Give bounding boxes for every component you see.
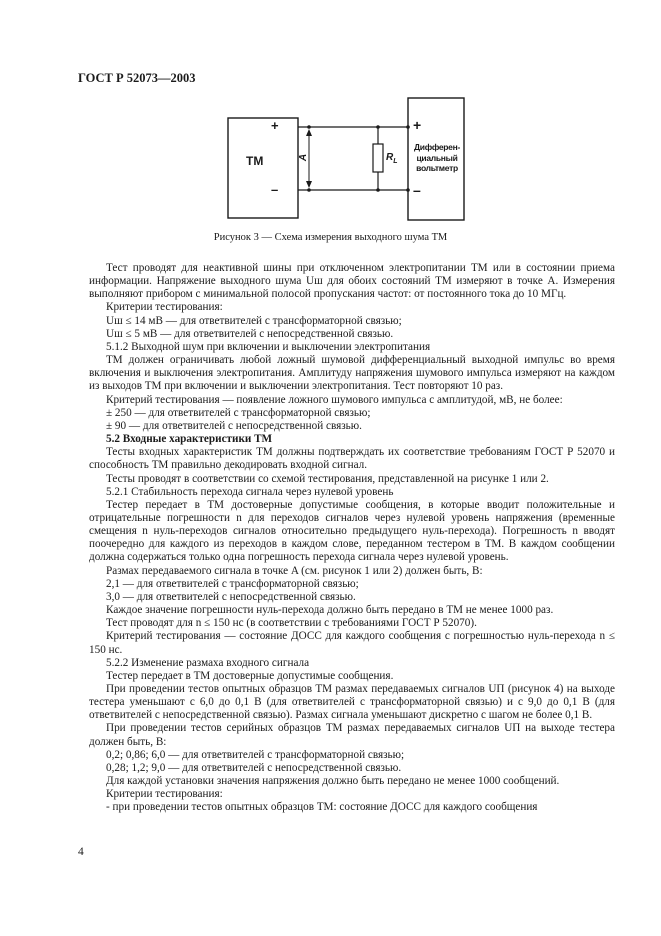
- junction-dot: [406, 125, 410, 129]
- section-heading: 5.2 Входные характеристики ТМ: [106, 433, 273, 446]
- resistor-label: $R_L$: [386, 152, 398, 165]
- paragraph: 5.2.1 Стабильность перехода сигнала через нулевой уровень: [106, 485, 394, 498]
- document-code-header: ГОСТ Р 52073—2003: [78, 71, 196, 85]
- tm-label: ТМ: [246, 154, 264, 168]
- paragraph: ТМ должен ограничивать любой ложный шумовой дифференциальный выходной импульс во время включения и выключения электропитания. Амплитуду напряжения шумового импульса измеряют на каждом из выходов ТМ при включении и выключении электропитания. Тест повторяют 10 раз.: [89, 354, 615, 393]
- figure-noise-circuit: [218, 96, 478, 226]
- paragraph: Тестер передает в ТМ достоверные допустимые сообщения.: [106, 669, 394, 682]
- paragraph: Для каждой установки значения напряжения должно быть передано не менее 1000 сообщений.: [106, 775, 560, 788]
- paragraph: При проведении тестов опытных образцов ТМ размах передаваемых сигналов UП (рисунок 4) на выходе тестера уменьшают с 6,0 до 0,1 В (для ответвителей с трансформаторной связью) и с 9,0 до 0,1 В (для ответвителей с непосредственной связью). Размах сигнала уменьшают дискретно с шагом не более 0,1 В.: [89, 683, 615, 722]
- arrow-head-bottom: [306, 181, 312, 188]
- paragraph: - при проведении тестов опытных образцов ТМ: состояние ДОСС для каждого сообщения: [106, 801, 538, 814]
- junction-dot: [307, 188, 311, 192]
- minus-left-label: –: [271, 182, 279, 197]
- resistor: [373, 144, 383, 172]
- paragraph: Критерии тестирования:: [106, 788, 223, 801]
- paragraph: Критерий тестирования — состояние ДОСС для каждого сообщения с погрешностью нуль-перехода n ≤ 150 нс.: [89, 630, 615, 656]
- paragraph: ± 250 — для ответвителей с трансформаторной связью;: [106, 406, 371, 419]
- point-a-label: A: [298, 153, 310, 162]
- paragraph: 2,1 — для ответвителей с трансформаторной связью;: [106, 577, 359, 590]
- paragraph: Тесты входных характеристик ТМ должны подтверждать их соответствие требованиям ГОСТ Р 52070 и способность ТМ правильно декодировать входной сигнал.: [89, 446, 615, 472]
- figure-caption: Рисунок 3 — Схема измерения выходного шума ТМ: [213, 232, 448, 243]
- junction-dot: [406, 188, 410, 192]
- plus-left-label: +: [271, 118, 279, 133]
- paragraph: Uш ≤ 5 мВ — для ответвителей с непосредственной связью.: [106, 327, 394, 340]
- paragraph: Критерии тестирования:: [106, 301, 223, 314]
- paragraph: Тест проводят для неактивной шины при отключенном электропитании ТМ или в состоянии приема информации. Напряжение выходного шума Uш для обоих состояний ТМ измеряют в точке A. Измерения выполняют прибором с минимальной полосой пропускания частот: от постоянного тока до 10 МГц.: [89, 262, 615, 301]
- paragraph: 0,2; 0,86; 6,0 — для ответвителей с трансформаторной связью;: [106, 748, 405, 761]
- junction-dot: [376, 125, 380, 129]
- paragraph: Каждое значение погрешности нуль-перехода должно быть передано в ТМ не менее 1000 раз.: [106, 604, 554, 617]
- paragraph: Тестер передает в ТМ достоверные допустимые сообщения, в которые вводит положительные и отрицательные погрешности n для переходов сигналов через нулевой уровень напряжения (временные смещения n нуль-переходов сигналов относительно предыдущего нуль-перехода). Погрешность n вводят поочередно для каждого из переходов в каждом слове, переданном тестером в ТМ. В каждом сообщении должна содержаться только одна погрешность перехода сигнала через нулевой уровень.: [89, 498, 615, 564]
- paragraph: 5.1.2 Выходной шум при включении и выключении электропитания: [106, 340, 431, 353]
- paragraph: Тесты проводят в соответствии со схемой тестирования, представленной на рисунке 1 или 2.: [106, 472, 549, 485]
- body-text: [89, 262, 615, 815]
- arrow-head-top: [306, 129, 312, 136]
- paragraph: Критерий тестирования — появление ложного шумового импульса с амплитудой, мВ, не более:: [106, 393, 563, 406]
- junction-dot: [376, 188, 380, 192]
- meter-label: Дифферен- циальный вольтметр: [414, 142, 460, 173]
- paragraph: Размах передаваемого сигнала в точке A (см. рисунок 1 или 2) должен быть, В:: [106, 564, 483, 577]
- paragraph: При проведении тестов серийных образцов ТМ размах передаваемых сигналов UП на выходе тестера должен быть, В:: [89, 722, 615, 748]
- paragraph: Тест проводят для n ≤ 150 нс (в соответствии с требованиями ГОСТ Р 52070).: [106, 617, 477, 630]
- minus-right-label: –: [413, 182, 421, 198]
- paragraph: 3,0 — для ответвителей с непосредственной связью.: [106, 590, 356, 603]
- plus-right-label: +: [413, 117, 422, 133]
- paragraph: ± 90 — для ответвителей с непосредственной связью.: [106, 419, 362, 432]
- paragraph: Uш ≤ 14 мВ — для ответвителей с трансформаторной связью;: [106, 314, 402, 327]
- paragraph: 5.2.2 Изменение размаха входного сигнала: [106, 656, 310, 669]
- paragraph: 0,28; 1,2; 9,0 — для ответвителей с непосредственной связью.: [106, 761, 402, 774]
- page-number: 4: [78, 846, 84, 858]
- tm-box: [228, 118, 298, 218]
- junction-dot: [307, 125, 311, 129]
